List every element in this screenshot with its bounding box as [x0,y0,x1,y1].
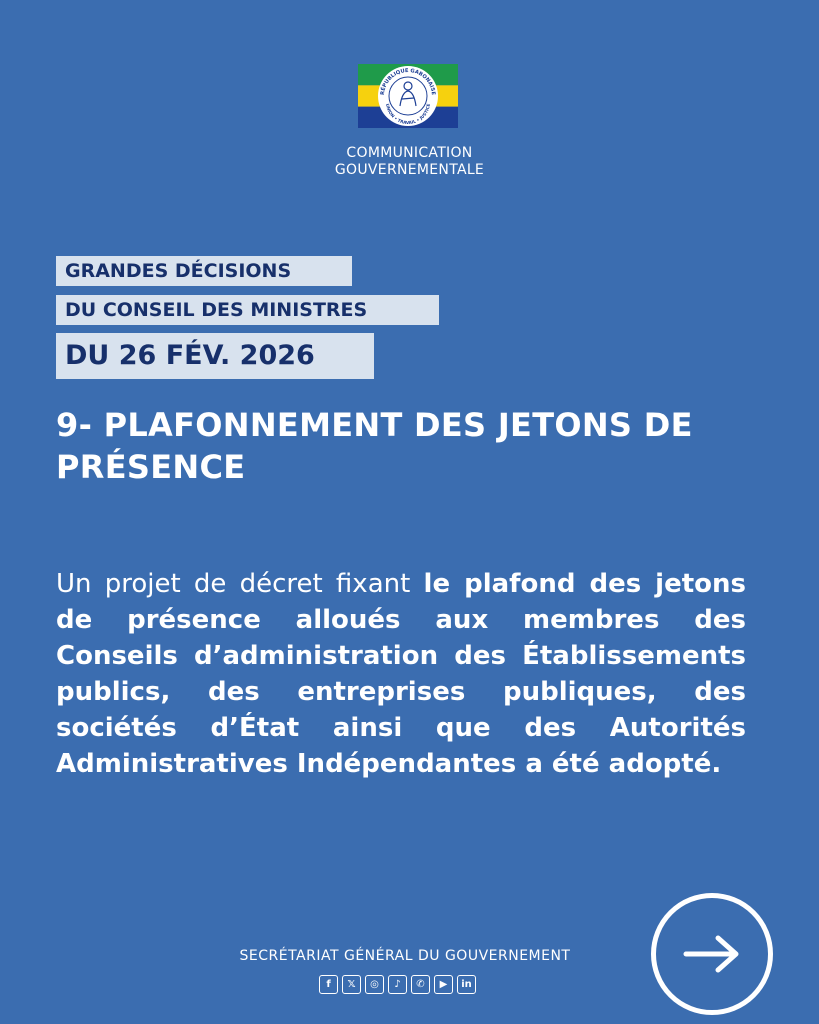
headline-line-1: GRANDES DÉCISIONS [56,256,352,286]
page-title: 9- PLAFONNEMENT DES JETONS DE PRÉSENCE [56,406,693,486]
headline-line-2: DU CONSEIL DES MINISTRES [56,295,439,325]
youtube-icon[interactable]: ▶ [434,975,453,994]
gabon-flag-emblem-logo [358,64,458,128]
social-links [319,975,476,994]
decision-intro: Un projet de décret fixant [56,569,424,599]
next-slide-button[interactable] [651,893,773,1015]
headline-date: DU 26 FÉV. 2026 [56,333,374,379]
emblem-bottom-text: UNION • TRAVAIL • JUSTICE [385,103,431,126]
whatsapp-icon[interactable]: ✆ [411,975,430,994]
instagram-icon[interactable]: ◎ [365,975,384,994]
communication-line-2: GOUVERNEMENTALE [334,162,485,178]
emblem-top-text: RÉPUBLIQUE GABONAISE [379,67,437,96]
arrow-right-icon [682,934,742,974]
communication-label [0,145,819,179]
facebook-icon[interactable]: f [319,975,338,994]
linkedin-icon[interactable]: in [457,975,476,994]
tiktok-icon[interactable]: ♪ [388,975,407,994]
x-icon[interactable]: 𝕏 [342,975,361,994]
decision-body [56,566,746,782]
decision-bold-text: le plafond des jetons de présence alloués aux membres des Conseils d’administration des Établissements publics, des entreprises publiques, des sociétés d’État ainsi que des Autorités Administratives Indépendantes a été adopté. [56,569,747,779]
footer-organization: SECRÉTARIAT GÉNÉRAL DU GOUVERNEMENT [239,948,571,964]
communication-line-1: COMMUNICATION [346,145,473,161]
